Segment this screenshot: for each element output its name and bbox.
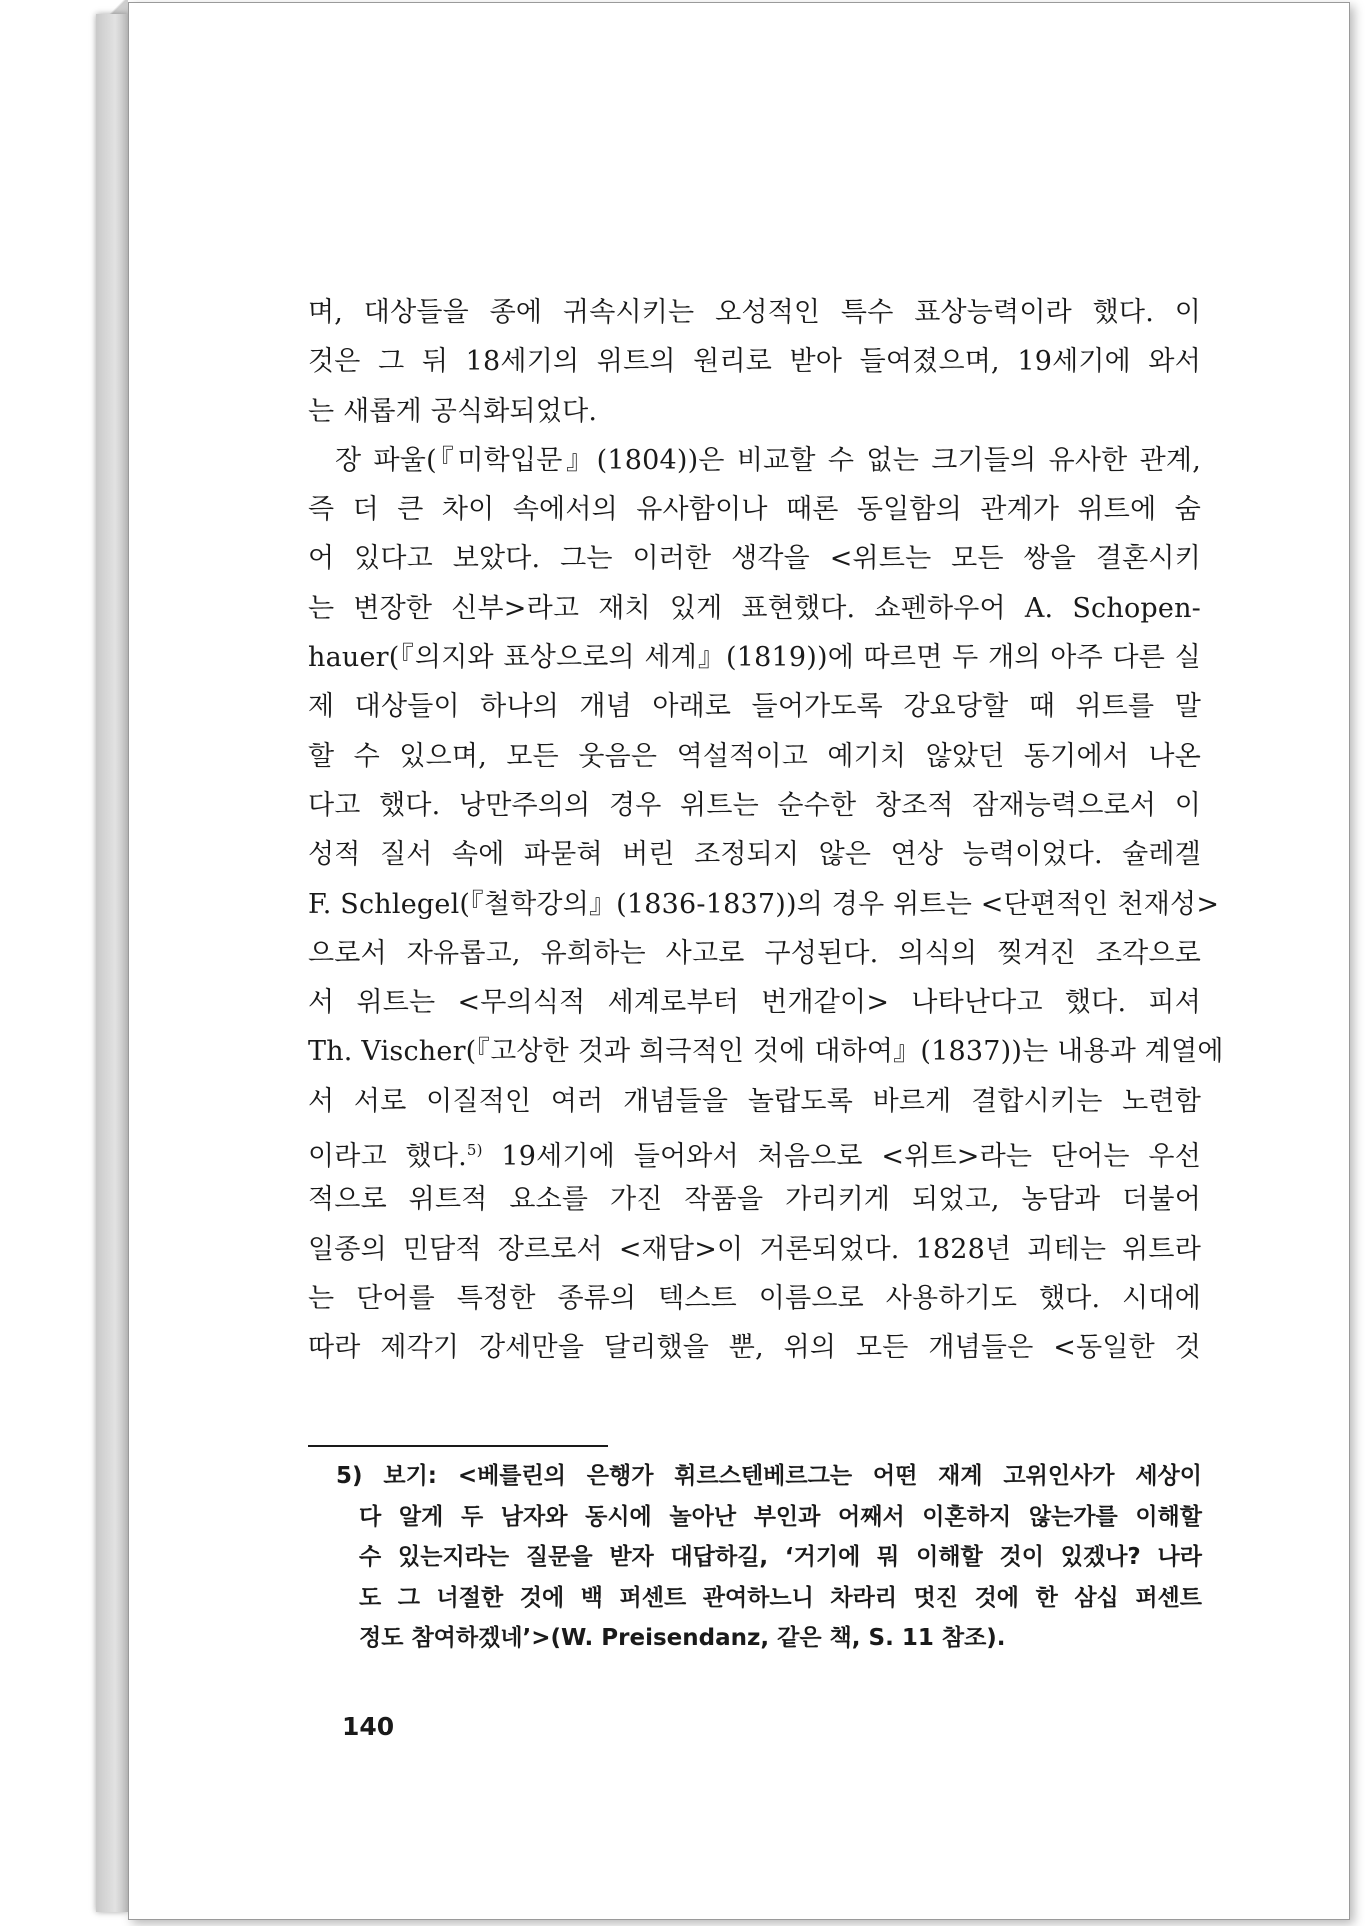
- body-line-part: 이라고 했다.: [308, 1141, 467, 1173]
- body-line-with-footnote-ref: [308, 1126, 1201, 1175]
- body-line: 적으로 위트적 요소를 가진 작품을 가리키게 되었고, 농담과 더불어: [308, 1184, 1201, 1216]
- body-line: 어 있다고 보았다. 그는 이러한 생각을 <위트는 모든 쌍을 결혼시키: [308, 543, 1201, 575]
- footnote-separator: [308, 1445, 608, 1447]
- body-text: [308, 288, 1224, 1373]
- body-line: 서 서로 이질적인 여러 개념들을 놀랍도록 바르게 결합시키는 노련함: [308, 1085, 1201, 1117]
- footnote-line: 5) 보기: <베를린의 은행가 휘르스텐베르그는 어떤 재계 고위인사가 세상이: [336, 1463, 1202, 1489]
- body-line-part: 19세기에 들어와서 처음으로 <위트>라는 단어는 우선: [482, 1141, 1201, 1173]
- body-line: hauer(『의지와 표상으로의 세계』(1819))에 따르면 두 개의 아주 다른 실: [308, 642, 1201, 674]
- body-line: 일종의 민담적 장르로서 <재담>이 거론되었다. 1828년 괴테는 위트라: [308, 1233, 1201, 1265]
- footnote-line: 정도 참여하겠네’>(W. Preisendanz, 같은 책, S. 11 참조).: [359, 1625, 1006, 1651]
- footnote: [336, 1456, 1202, 1659]
- body-line: 즉 더 큰 차이 속에서의 유사함이나 때론 동일함의 관계가 위트에 숨: [308, 494, 1201, 526]
- body-line: 는 단어를 특정한 종류의 텍스트 이름으로 사용하기도 했다. 시대에: [308, 1282, 1201, 1314]
- body-line: 며, 대상들을 종에 귀속시키는 오성적인 특수 표상능력이라 했다. 이: [308, 297, 1201, 328]
- body-line: 따라 제각기 강세만을 달리했을 뿐, 위의 모든 개념들은 <동일한 것: [308, 1332, 1201, 1364]
- body-line: 는 변장한 신부>라고 재치 있게 표현했다. 쇼펜하우어 A. Schopen-: [308, 592, 1201, 624]
- body-line: Th. Vischer(『고상한 것과 희극적인 것에 대하여』(1837))는 내용과 계열에: [308, 1036, 1224, 1068]
- body-line: F. Schlegel(『철학강의』(1836-1837))의 경우 위트는 <단편적인 천재성>: [308, 888, 1220, 920]
- footnote-line: 다 알게 두 남자와 동시에 놀아난 부인과 어째서 이혼하지 않는가를 이해할: [359, 1503, 1202, 1530]
- body-line: 할 수 있으며, 모든 웃음은 역설적이고 예기치 않았던 동기에서 나온: [308, 740, 1201, 772]
- footnote-reference: 5): [466, 1141, 483, 1160]
- body-line: 는 새롭게 공식화되었다.: [308, 395, 598, 427]
- body-line: 성적 질서 속에 파묻혀 버린 조정되지 않은 연상 능력이었다. 슐레겔: [308, 839, 1201, 871]
- body-line: 으로서 자유롭고, 유희하는 사고로 구성된다. 의식의 찢겨진 조각으로: [308, 937, 1201, 969]
- body-line: 제 대상들이 하나의 개념 아래로 들어가도록 강요당할 때 위트를 말: [308, 691, 1201, 723]
- body-line: 다고 했다. 낭만주의의 경우 위트는 순수한 창조적 잠재능력으로서 이: [308, 789, 1201, 821]
- body-line: 것은 그 뒤 18세기의 위트의 원리로 받아 들여졌으며, 19세기에 와서: [308, 346, 1201, 378]
- footnote-line: 도 그 너절한 것에 백 퍼센트 관여하느니 차라리 멋진 것에 한 삼십 퍼센트: [359, 1584, 1202, 1611]
- body-line: 서 위트는 <무의식적 세계로부터 번개같이> 나타난다고 했다. 피셔: [308, 987, 1201, 1019]
- book-spine-edge: [96, 14, 128, 1912]
- body-line: 장 파울(『미학입문』(1804))은 비교할 수 없는 크기들의 유사한 관계,: [335, 444, 1201, 476]
- footnote-line: 수 있는지라는 질문을 받자 대답하길, ‘거기에 뭐 이해할 것이 있겠나? 나라: [359, 1544, 1202, 1570]
- page-number: 140: [342, 1712, 395, 1741]
